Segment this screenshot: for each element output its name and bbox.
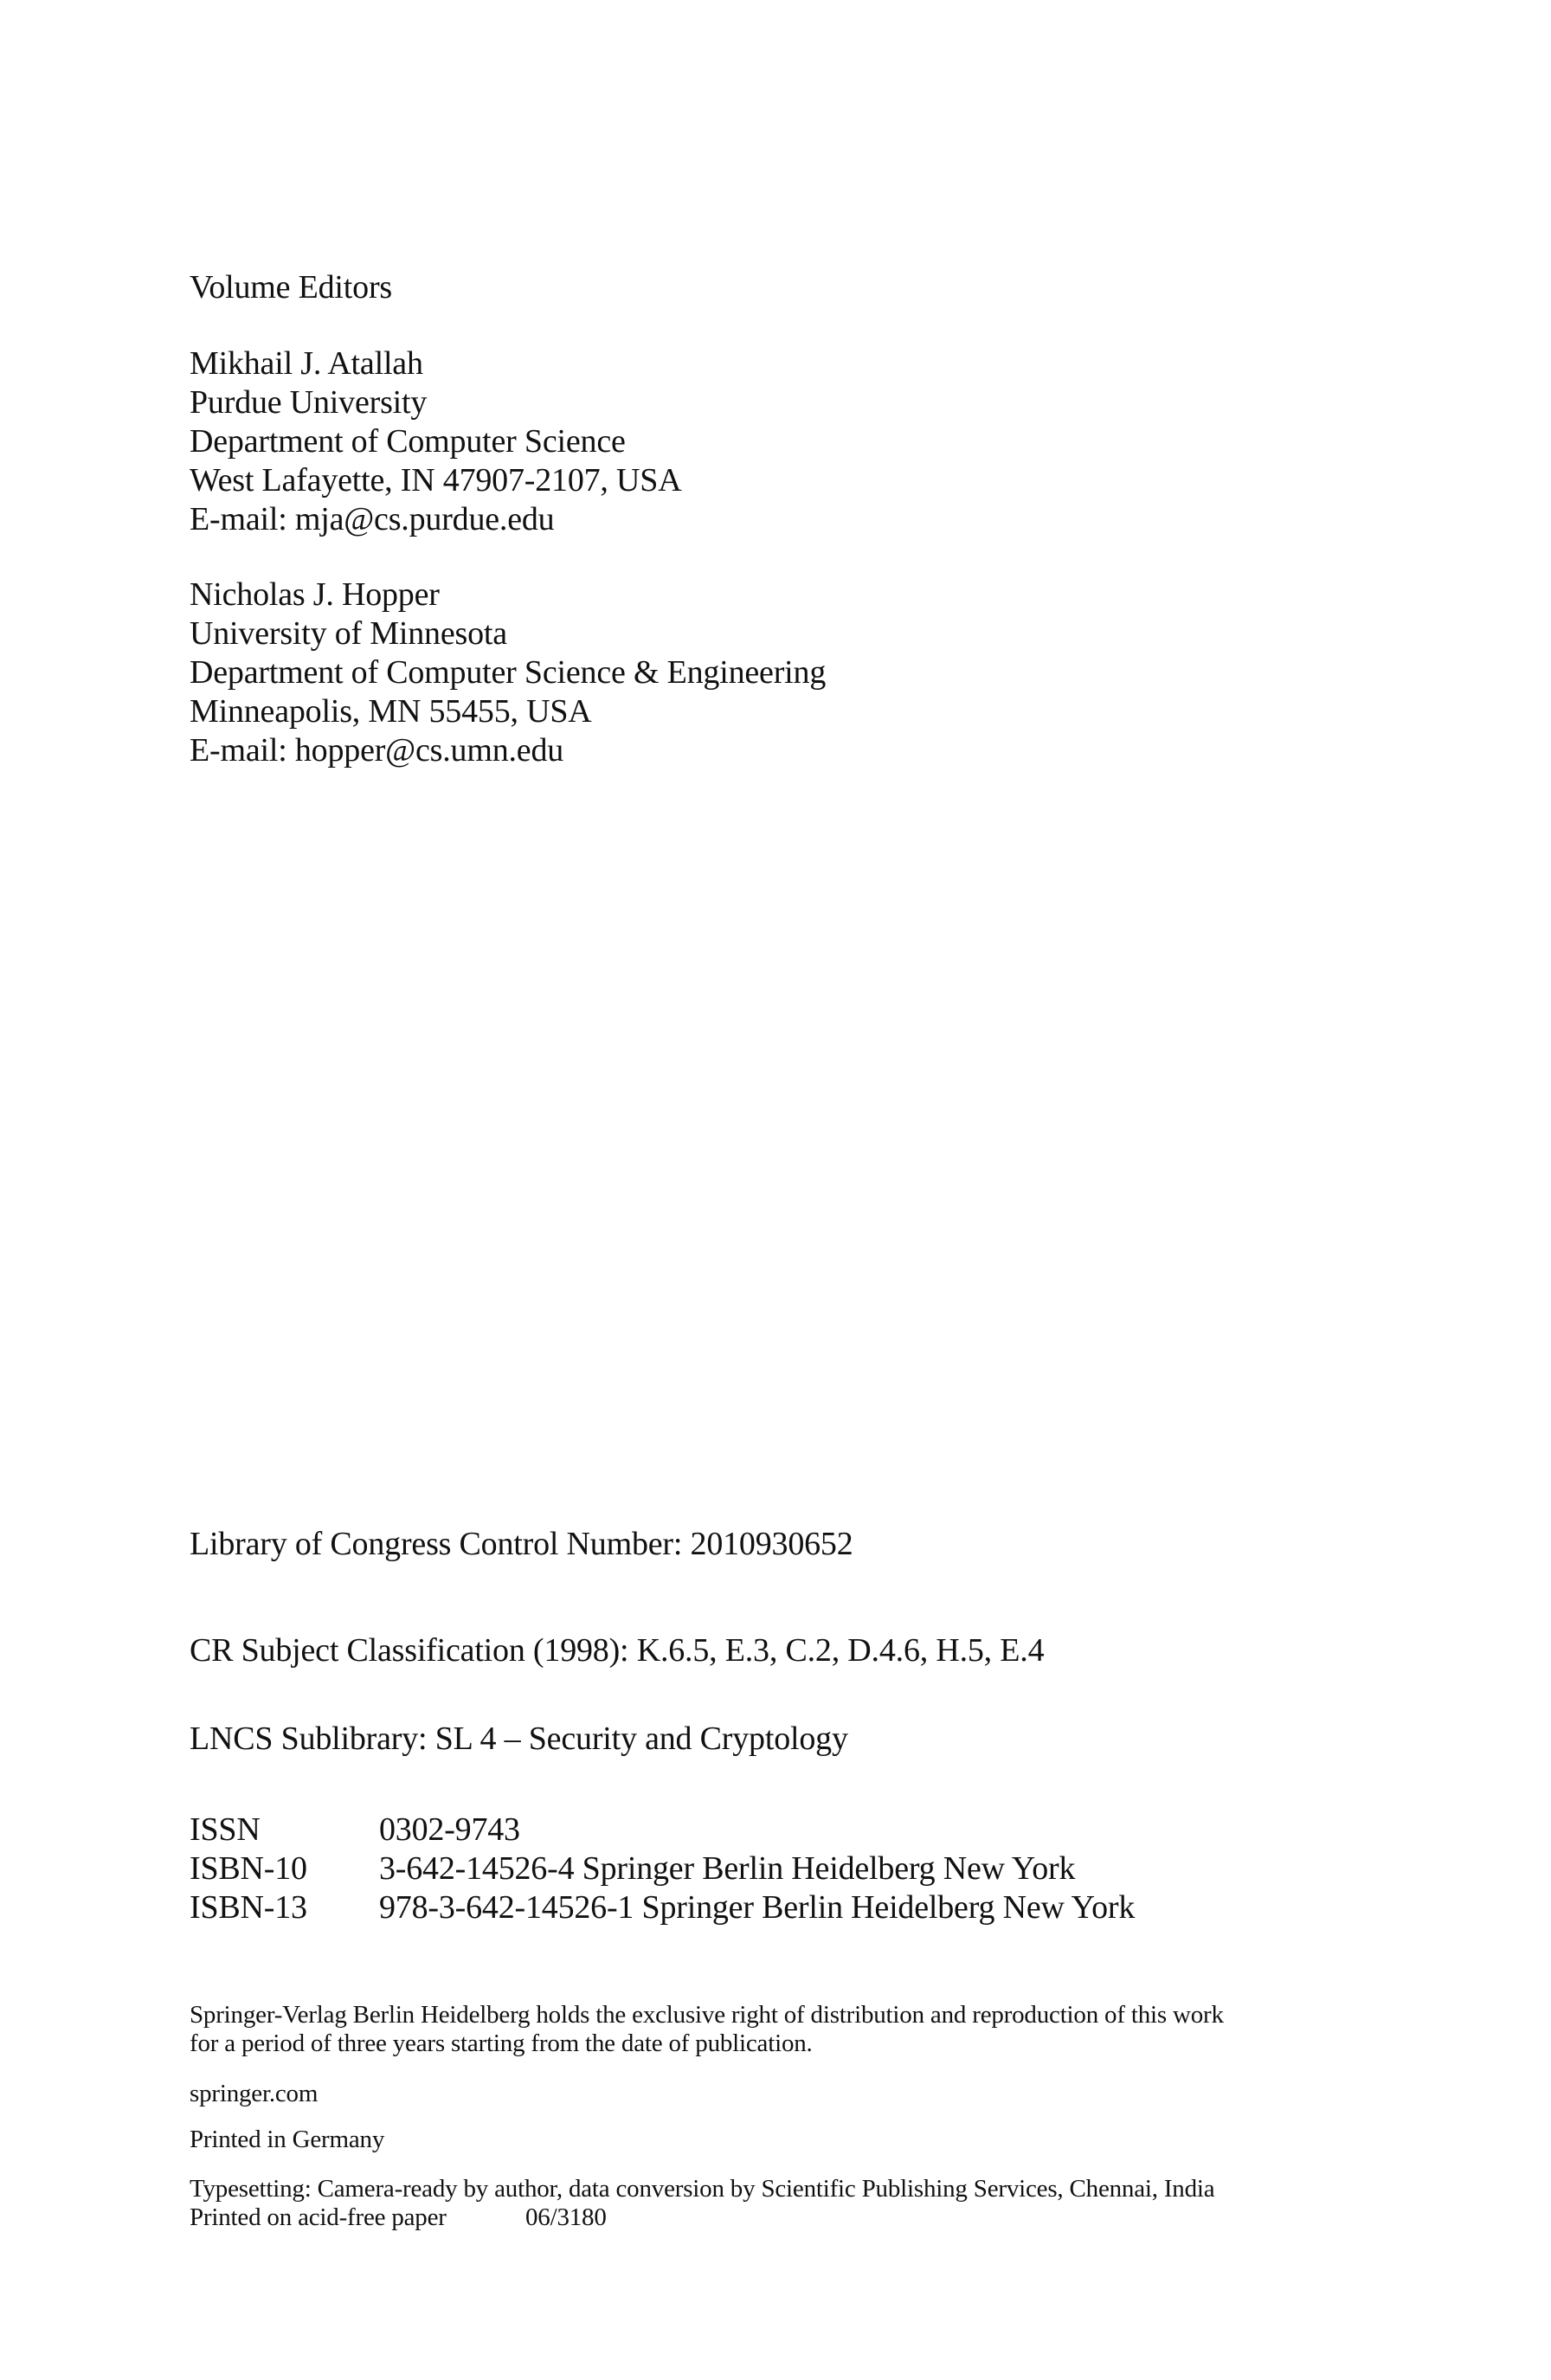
- publisher-website: springer.com: [190, 2080, 319, 2107]
- identifier-label: ISBN-13: [190, 1889, 307, 1926]
- lncs-sublibrary-line: LNCS Sublibrary: SL 4 – Security and Cryptology: [190, 1721, 848, 1757]
- identifier-label: ISSN: [190, 1811, 261, 1848]
- identifier-value: 3-642-14526-4 Springer Berlin Heidelberg New York: [379, 1850, 1076, 1887]
- editor-atallah-block: [190, 344, 681, 539]
- production-info: [190, 2175, 1214, 2232]
- rights-line: Springer-Verlag Berlin Heidelberg holds the exclusive right of distribution and reproduction of this work: [190, 2001, 1224, 2029]
- printed-in-line: Printed in Germany: [190, 2126, 385, 2153]
- editor-institution: Purdue University: [190, 384, 428, 421]
- editor-address: Minneapolis, MN 55455, USA: [190, 693, 592, 730]
- paper-line: [190, 2203, 1214, 2232]
- identifier-label: ISBN-10: [190, 1850, 307, 1887]
- editor-department: Department of Computer Science: [190, 423, 626, 460]
- paper-text: Printed on acid-free paper: [190, 2203, 447, 2231]
- editor-department: Department of Computer Science & Engineering: [190, 654, 827, 691]
- isbn-13-row: [190, 1888, 1135, 1927]
- identifier-value: 0302-9743: [379, 1811, 520, 1848]
- editor-email: E-mail: mja@cs.purdue.edu: [190, 501, 555, 537]
- identifiers-table: [190, 1811, 1135, 1927]
- cr-classification-line: CR Subject Classification (1998): K.6.5, E.3, C.2, D.4.6, H.5, E.4: [190, 1632, 1045, 1669]
- editor-name: Mikhail J. Atallah: [190, 345, 423, 382]
- print-code: 06/3180: [525, 2203, 607, 2231]
- rights-notice: [190, 2001, 1224, 2058]
- editor-hopper-block: [190, 576, 826, 770]
- editor-institution: University of Minnesota: [190, 615, 507, 652]
- typesetting-line: Typesetting: Camera-ready by author, data conversion by Scientific Publishing Services, Chennai, India: [190, 2175, 1215, 2203]
- isbn-10-row: [190, 1849, 1135, 1888]
- volume-editors-heading: Volume Editors: [190, 269, 392, 306]
- issn-row: [190, 1811, 1135, 1849]
- editor-address: West Lafayette, IN 47907-2107, USA: [190, 462, 682, 499]
- editor-name: Nicholas J. Hopper: [190, 576, 440, 613]
- rights-line: for a period of three years starting from the date of publication.: [190, 2029, 813, 2057]
- identifier-value: 978-3-642-14526-1 Springer Berlin Heidelberg New York: [379, 1889, 1136, 1926]
- editor-email: E-mail: hopper@cs.umn.edu: [190, 732, 564, 769]
- lccn-line: Library of Congress Control Number: 2010930652: [190, 1526, 853, 1562]
